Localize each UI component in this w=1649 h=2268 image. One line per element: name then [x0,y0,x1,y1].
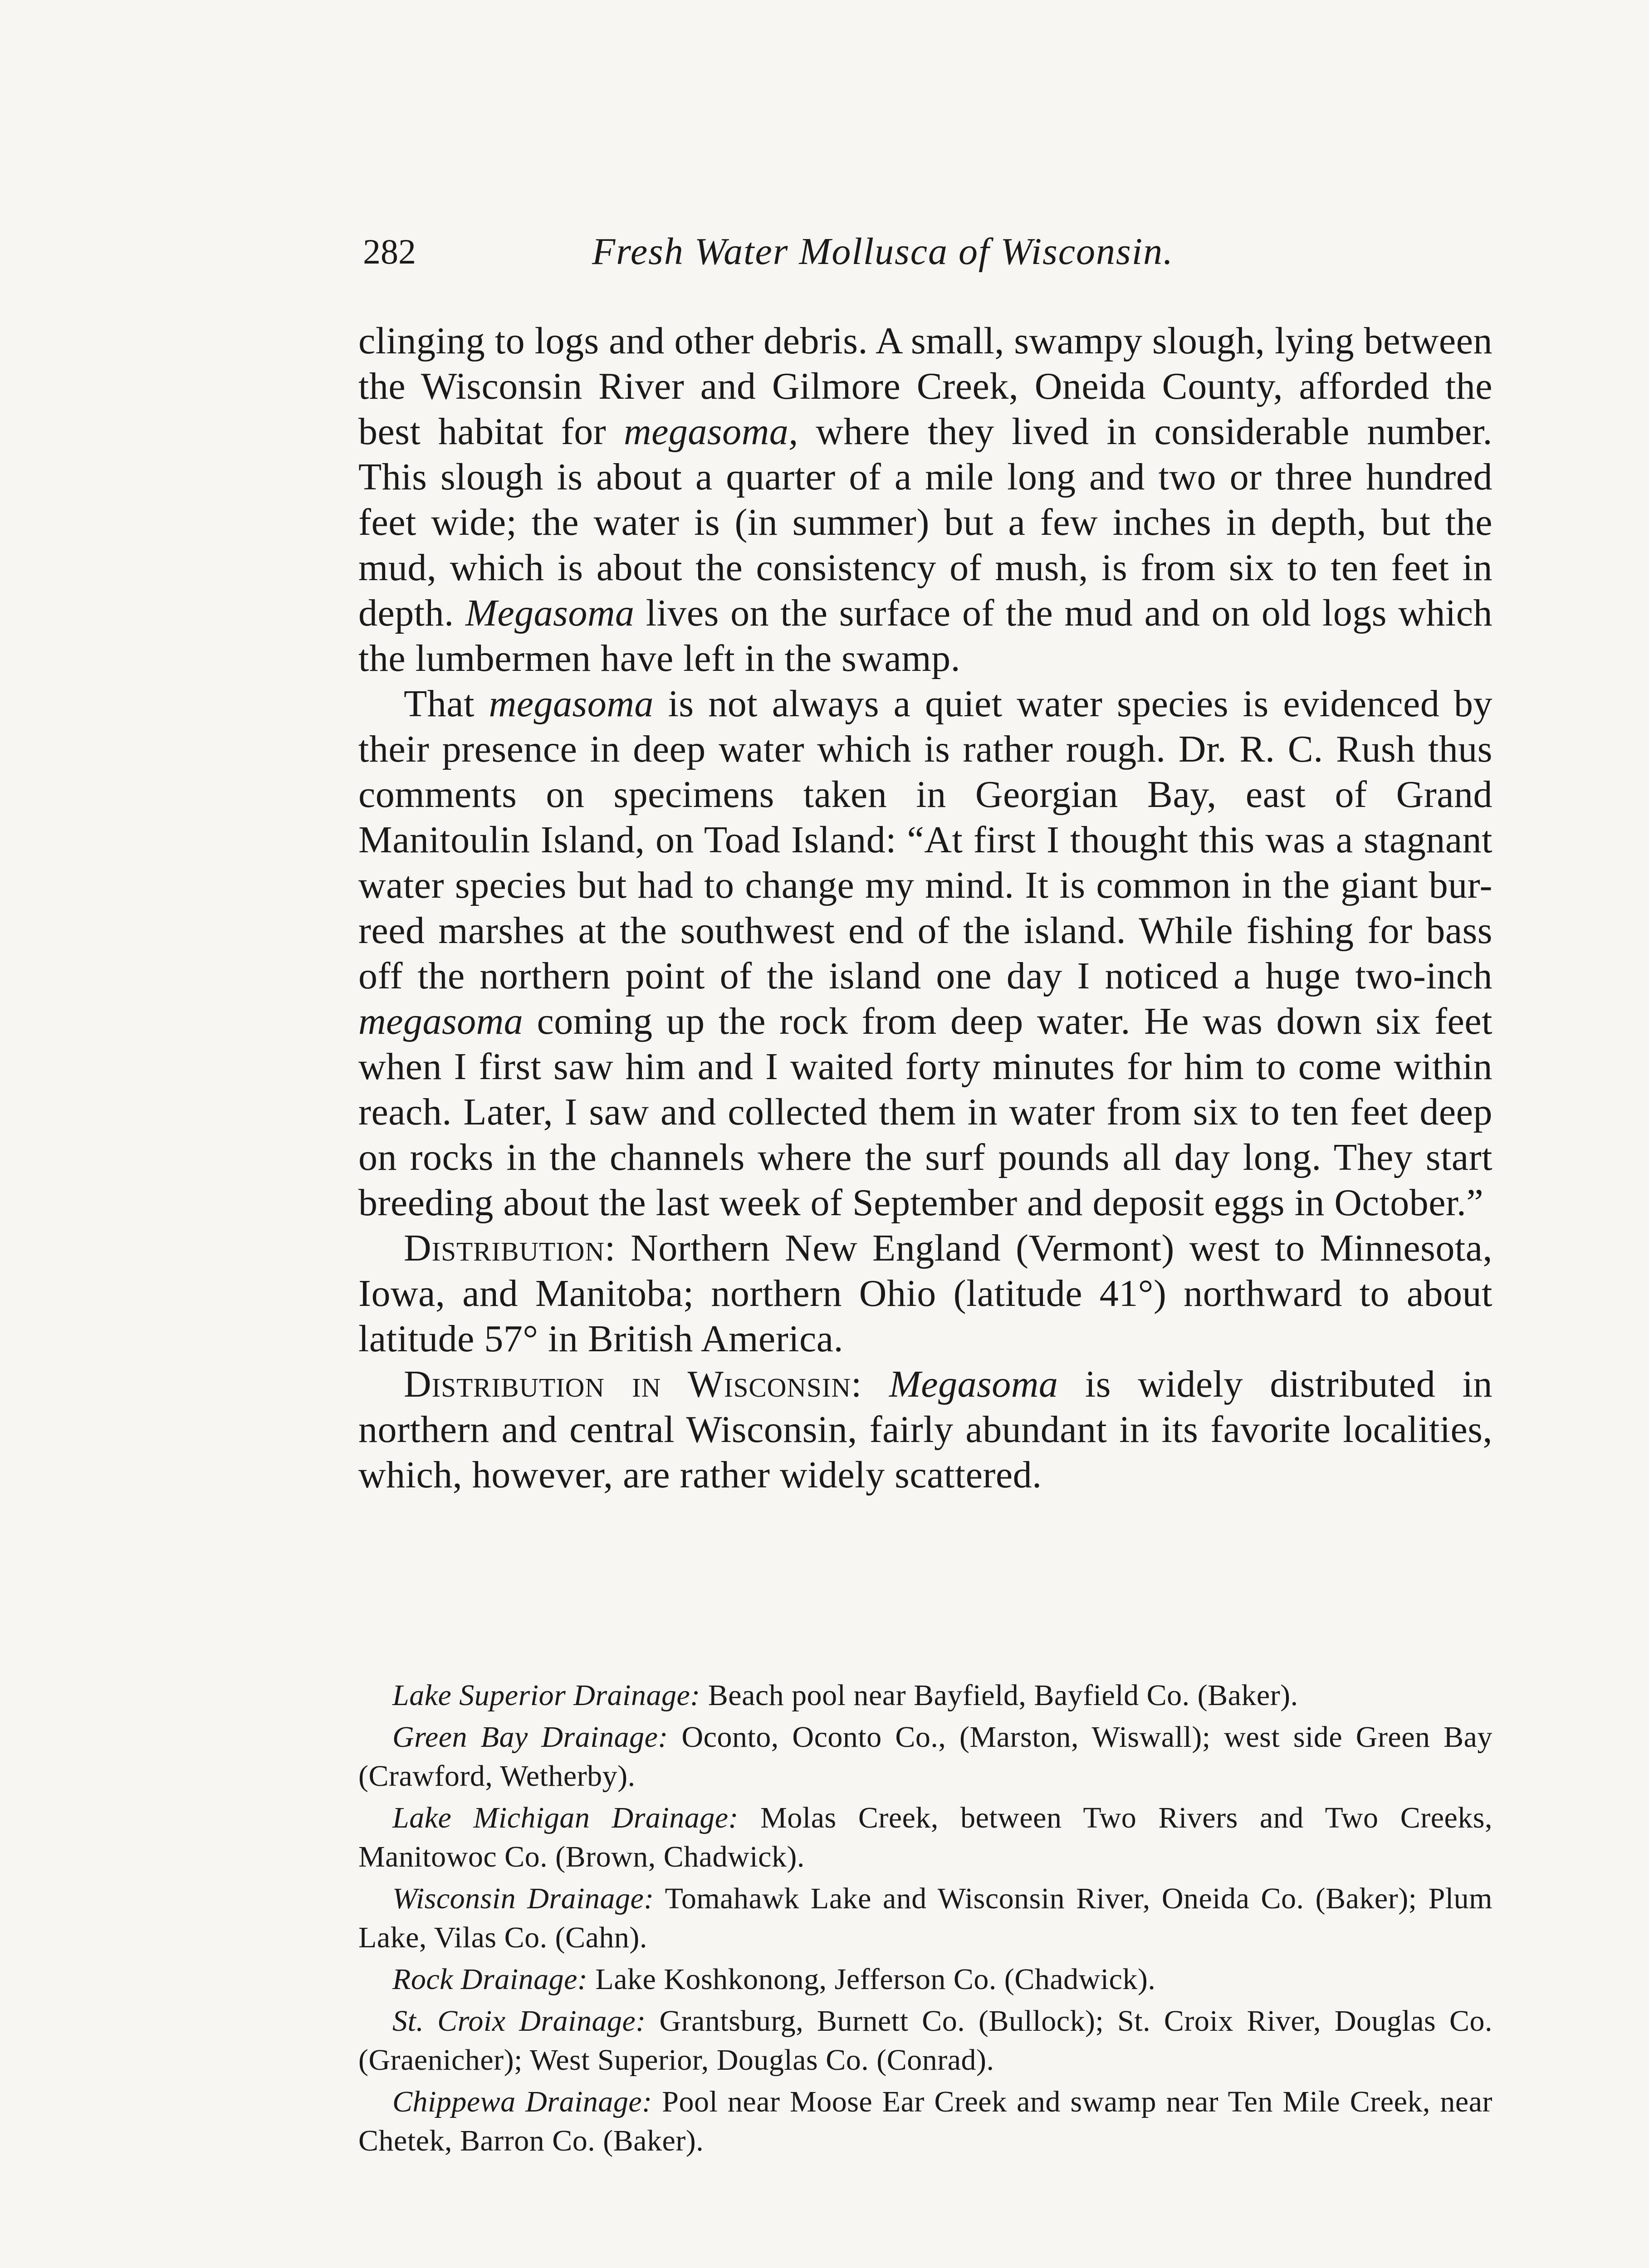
record-st-croix [358,2002,1492,2080]
record-label: St. Croix Drainage: [392,2004,646,2038]
section-heading: Distribution: [404,1227,616,1269]
record-wisconsin [358,1879,1492,1957]
record-chippewa [358,2082,1492,2160]
section-heading: Distribution in Wisconsin: [404,1363,862,1405]
body-text [358,318,1492,1498]
species-name: Megasoma [465,592,635,634]
record-text: Oconto, Oconto Co., (Marston, Wiswall); west side Green Bay (Crawford, Wetherby). [358,1721,1492,1793]
paragraph-habitat: clinging to logs and other debris. A small, swampy slough, lying between the Wisconsin River and Gilmore Creek, Oneida County, afforded the best habitat for megasoma, where they lived in considerable number. This slough is about a quarter of a mile long and two or three hundred feet wide; the water is (in summer) but a few inches in depth, but the mud, which is about the consistency of mush, is from six to ten feet in depth. Megasoma lives on the surface of the mud and on old logs which the lumbermen have left in the swamp. [358,320,1493,679]
running-title: Fresh Water Mollusca of Wisconsin. [592,230,1174,273]
record-text: Pool near Moose Ear Creek and swamp near Ten Mile Creek, near Chetek, Barron Co. (Baker). [358,2085,1493,2157]
record-label: Lake Michigan Drainage: [392,1801,739,1834]
page-number: 282 [363,232,416,271]
record-label: Green Bay Drainage: [392,1721,668,1754]
record-label: Rock Drainage: [392,1963,588,1996]
page-header [363,229,1497,288]
species-name: megasoma, [623,411,798,453]
species-name: Megasoma [889,1363,1058,1405]
record-text: Beach pool near Bayfield, Bayfield Co. (Baker). [700,1679,1298,1712]
record-label: Wisconsin Drainage: [392,1882,654,1915]
species-name: megasoma [489,683,654,725]
record-label: Chippewa Drainage: [392,2085,652,2118]
record-text: Grantsburg, Burnett Co. (Bullock); St. Croix River, Douglas Co. (Graenicher); West Superior, Douglas Co. (Conrad). [358,2004,1492,2077]
paragraph-rush-quote: That megasoma is not always a quiet water species is evidenced by their presence in deep water which is rather rough. Dr. R. C. Rush thus comments on specimens taken in Georgian Bay, east of Grand Manitoulin Island, on Toad Island: “At first I thought this was a stagnant water species but had to change my mind. It is common in the giant bur-reed marshes at the southwest end of the island. While fishing for bass off the northern point of the island one day I noticed a huge two-inch megasoma coming up the rock from deep water. He was down six feet when I first saw him and I waited forty minutes for him to come within reach. Later, I saw and collected them in water from six to ten feet deep on rocks in the channels where the surf pounds all day long. They start breeding about the last week of September and deposit eggs in October.” [358,683,1493,1224]
record-lake-michigan [358,1799,1492,1877]
species-name: megasoma [358,1000,524,1042]
paragraph-distribution-wisconsin: Distribution in Wisconsin: Megasoma is widely distributed in northern and central Wisconsin, fairly abundant in its favorite localities, which, however, are rather widely scattered. [358,1363,1492,1496]
record-lake-superior [358,1676,1492,1715]
record-rock [358,1960,1492,1999]
record-green-bay [358,1718,1492,1796]
paragraph-distribution: Distribution: Northern New England (Vermont) west to Minnesota, Iowa, and Manitoba; northern Ohio (latitude 41°) northward to about latitude 57° in British America. [358,1227,1492,1360]
record-text: Molas Creek, between Two Rivers and Two Creeks, Manitowoc Co. (Brown, Chadwick). [358,1801,1492,1873]
record-label: Lake Superior Drainage: [392,1679,700,1712]
record-text: Tomahawk Lake and Wisconsin River, Oneida Co. (Baker); Plum Lake, Vilas Co. (Cahn). [358,1882,1492,1954]
drainage-records [358,1676,1492,2163]
record-text: Lake Koshkonong, Jefferson Co. (Chadwick). [587,1963,1156,1996]
